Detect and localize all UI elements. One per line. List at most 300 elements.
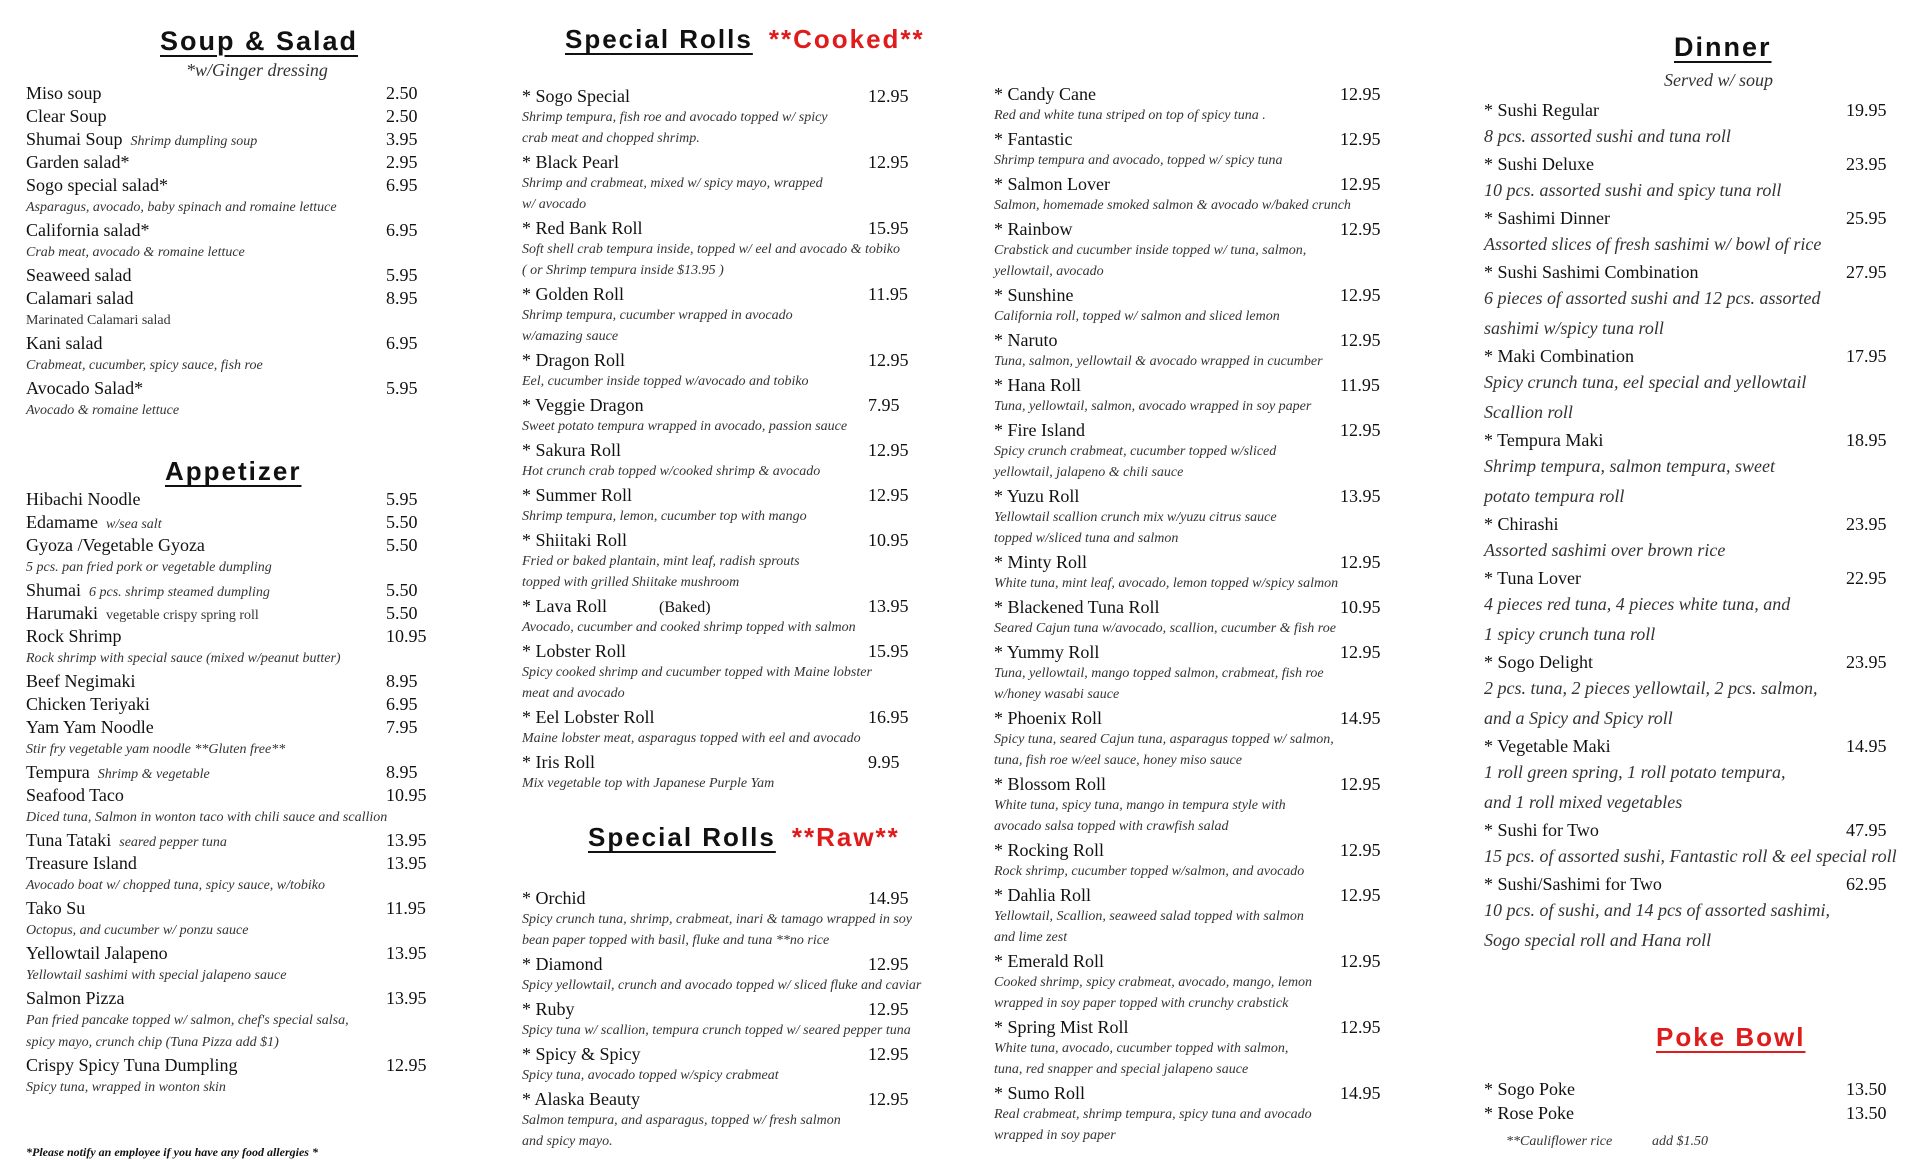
item-name: * Rose Poke bbox=[1484, 1103, 1574, 1123]
menu-item bbox=[994, 1016, 1434, 1080]
menu-item-row bbox=[26, 897, 436, 920]
item-description: Asparagus, avocado, baby spinach and romaine lettuce bbox=[26, 200, 337, 215]
dinner-heading: Dinner bbox=[1674, 32, 1772, 62]
item-price: 12.95 bbox=[1340, 1017, 1381, 1037]
menu-item-row bbox=[522, 706, 972, 728]
item-price: 8.95 bbox=[386, 762, 418, 782]
menu-item bbox=[522, 529, 972, 593]
item-description: w/ avocado bbox=[522, 197, 587, 212]
item-description: Scallion roll bbox=[1484, 402, 1573, 422]
item-price: 23.95 bbox=[1846, 652, 1887, 672]
item-price: 9.95 bbox=[868, 752, 900, 772]
item-name: * Sogo Poke bbox=[1484, 1079, 1576, 1099]
item-inline-desc: w/sea salt bbox=[105, 517, 162, 532]
menu-item bbox=[26, 82, 436, 105]
item-name: * Spicy & Spicy bbox=[522, 1044, 641, 1064]
item-description: 6 pieces of assorted sushi and 12 pcs. assorted bbox=[1484, 288, 1821, 308]
item-name: * Sunshine bbox=[994, 285, 1074, 305]
item-name: * Dragon Roll bbox=[522, 350, 625, 370]
item-price: 7.95 bbox=[386, 717, 418, 737]
item-name: * Fantastic bbox=[994, 129, 1073, 149]
menu-item-row bbox=[994, 284, 1434, 306]
item-price: 5.95 bbox=[386, 489, 418, 509]
item-description: Tuna, salmon, yellowtail & avocado wrapped in cucumber bbox=[994, 354, 1323, 369]
menu-item-row bbox=[26, 151, 436, 174]
item-description: Avocado & romaine lettuce bbox=[26, 403, 180, 418]
menu-item bbox=[994, 419, 1434, 483]
menu-item-row bbox=[994, 641, 1434, 663]
item-price: 10.95 bbox=[1340, 597, 1381, 617]
item-price: 12.95 bbox=[868, 1044, 909, 1064]
menu-item-row bbox=[522, 887, 972, 909]
menu-item-row bbox=[26, 287, 436, 310]
item-name: * Fire Island bbox=[994, 420, 1085, 440]
item-description: and a Spicy and Spicy roll bbox=[1484, 708, 1673, 728]
item-name: Treasure Island bbox=[26, 853, 137, 873]
menu-item-row bbox=[1484, 512, 1920, 536]
item-name: * Shiitaki Roll bbox=[522, 530, 628, 550]
menu-item bbox=[522, 394, 972, 437]
item-name: Miso soup bbox=[26, 83, 102, 103]
menu-item bbox=[522, 439, 972, 482]
item-name: * Golden Roll bbox=[522, 284, 624, 304]
menu-item-row bbox=[26, 1054, 436, 1077]
menu-item bbox=[522, 151, 972, 215]
menu-item-row bbox=[1484, 734, 1920, 758]
menu-item bbox=[994, 485, 1434, 549]
dinner-list bbox=[1484, 98, 1920, 956]
item-name: * Vegetable Maki bbox=[1484, 736, 1611, 756]
item-name: * Blackened Tuna Roll bbox=[994, 597, 1160, 617]
item-price: 11.95 bbox=[386, 898, 426, 918]
item-name: Tempura bbox=[26, 762, 90, 782]
menu-item-row bbox=[522, 349, 972, 371]
menu-item-row bbox=[994, 773, 1434, 795]
item-price: 5.95 bbox=[386, 378, 418, 398]
menu-item bbox=[1484, 1101, 1920, 1125]
menu-item bbox=[1484, 1077, 1920, 1101]
item-description: Avocado boat w/ chopped tuna, spicy sauce, w/tobiko bbox=[26, 878, 326, 893]
menu-item-row bbox=[26, 264, 436, 287]
appetizer-heading: Appetizer bbox=[165, 456, 302, 486]
item-name: * Sashimi Dinner bbox=[1484, 208, 1610, 228]
menu-item bbox=[994, 884, 1434, 948]
menu-item bbox=[1484, 872, 1920, 955]
poke-list bbox=[1484, 1077, 1920, 1125]
item-price: 12.95 bbox=[868, 485, 909, 505]
item-description: crab meat and chopped shrimp. bbox=[522, 131, 700, 146]
item-description: Spicy yellowtail, crunch and avocado topped w/ sliced fluke and caviar bbox=[522, 978, 922, 993]
item-name: * Ruby bbox=[522, 999, 575, 1019]
item-price: 12.95 bbox=[386, 1055, 427, 1075]
item-description: Avocado, cucumber and cooked shrimp topped with salmon bbox=[522, 620, 856, 635]
item-name: Rock Shrimp bbox=[26, 626, 122, 646]
item-name: * Lobster Roll bbox=[522, 641, 626, 661]
item-description: Cooked shrimp, spicy crabmeat, avocado, mango, lemon bbox=[994, 975, 1313, 990]
menu-item bbox=[522, 887, 972, 951]
menu-item-row bbox=[1484, 428, 1920, 452]
item-name: Yam Yam Noodle bbox=[26, 717, 154, 737]
item-description: topped w/sliced tuna and salmon bbox=[994, 531, 1179, 546]
menu-item bbox=[522, 283, 972, 347]
menu-item bbox=[994, 773, 1434, 837]
menu-item-row bbox=[994, 218, 1434, 240]
item-description: w/amazing sauce bbox=[522, 329, 619, 344]
menu-item-row bbox=[1484, 566, 1920, 590]
item-description: Spicy tuna, seared Cajun tuna, asparagus topped w/ salmon, bbox=[994, 732, 1334, 747]
item-description: topped with grilled Shiitake mushroom bbox=[522, 575, 740, 590]
item-description: and 1 roll mixed vegetables bbox=[1484, 792, 1683, 812]
item-price: 10.95 bbox=[386, 626, 427, 646]
item-description: 8 pcs. assorted sushi and tuna roll bbox=[1484, 126, 1731, 146]
item-name: * Yummy Roll bbox=[994, 642, 1100, 662]
item-description: Spicy cooked shrimp and cucumber topped with Maine lobster bbox=[522, 665, 872, 680]
menu-item-row bbox=[26, 82, 436, 105]
menu-item-row bbox=[26, 987, 436, 1010]
menu-item bbox=[994, 551, 1434, 594]
item-price: 12.95 bbox=[1340, 285, 1381, 305]
item-price: 12.95 bbox=[868, 86, 909, 106]
item-name: * Minty Roll bbox=[994, 552, 1088, 572]
menu-item bbox=[522, 998, 972, 1041]
item-name: * Alaska Beauty bbox=[522, 1089, 640, 1109]
item-description: Hot crunch crab topped w/cooked shrimp & avocado bbox=[522, 464, 821, 479]
item-name: * Sakura Roll bbox=[522, 440, 621, 460]
item-price: 15.95 bbox=[868, 641, 909, 661]
menu-item-row bbox=[1484, 1101, 1920, 1125]
menu-item bbox=[26, 534, 436, 579]
soup-salad-heading: Soup & Salad bbox=[160, 26, 359, 56]
menu-item bbox=[994, 707, 1434, 771]
item-price: 12.95 bbox=[1340, 219, 1381, 239]
item-description: ( or Shrimp tempura inside $13.95 ) bbox=[522, 263, 724, 278]
menu-item-row bbox=[522, 283, 972, 305]
soup-salad-note: *w/Ginger dressing bbox=[186, 60, 328, 80]
item-name: * Eel Lobster Roll bbox=[522, 707, 655, 727]
item-name: Crispy Spicy Tuna Dumpling bbox=[26, 1055, 238, 1075]
soup-salad-list bbox=[26, 82, 436, 422]
item-extra: (Baked) bbox=[658, 599, 711, 616]
special-raw-heading: Special Rolls **Raw** bbox=[588, 822, 900, 852]
item-description: 10 pcs. of sushi, and 14 pcs of assorted sashimi, bbox=[1484, 900, 1831, 920]
menu-item-row bbox=[994, 551, 1434, 573]
item-name: Gyoza /Vegetable Gyoza bbox=[26, 535, 205, 555]
item-description: California roll, topped w/ salmon and sliced lemon bbox=[994, 309, 1280, 324]
item-description: White tuna, avocado, cucumber topped with salmon, bbox=[994, 1041, 1289, 1056]
item-description: yellowtail, avocado bbox=[994, 264, 1104, 279]
menu-item bbox=[26, 761, 436, 784]
menu-item-row bbox=[26, 377, 436, 400]
menu-item-row bbox=[26, 852, 436, 875]
item-name: * Tuna Lover bbox=[1484, 568, 1582, 588]
item-name: Calamari salad bbox=[26, 288, 134, 308]
item-description: potato tempura roll bbox=[1484, 486, 1625, 506]
item-name: California salad* bbox=[26, 220, 150, 240]
item-description: Spicy tuna, wrapped in wonton skin bbox=[26, 1080, 226, 1095]
item-description: Real crabmeat, shrimp tempura, spicy tuna and avocado bbox=[994, 1107, 1312, 1122]
raw-tag: **Raw** bbox=[791, 822, 900, 852]
item-name: * Sushi Sashimi Combination bbox=[1484, 262, 1699, 282]
item-price: 14.95 bbox=[1340, 1083, 1381, 1103]
item-name: * Spring Mist Roll bbox=[994, 1017, 1129, 1037]
item-price: 8.95 bbox=[386, 288, 418, 308]
menu-item-row bbox=[1484, 152, 1920, 176]
item-name: Hibachi Noodle bbox=[26, 489, 141, 509]
item-inline-desc: vegetable crispy spring roll bbox=[105, 608, 259, 623]
item-description: Yellowtail, Scallion, seaweed salad topped with salmon bbox=[994, 909, 1304, 924]
menu-item bbox=[1484, 734, 1920, 817]
item-description: Pan fried pancake topped w/ salmon, chef's special salsa, bbox=[26, 1013, 349, 1028]
item-price: 12.95 bbox=[1340, 885, 1381, 905]
item-price: 5.50 bbox=[386, 603, 418, 623]
item-description: Crab meat, avocado & romaine lettuce bbox=[26, 245, 245, 260]
item-description: 15 pcs. of assorted sushi, Fantastic roll & eel special roll bbox=[1484, 846, 1897, 866]
item-description: and spicy mayo. bbox=[522, 1134, 613, 1149]
menu-item-row bbox=[26, 784, 436, 807]
menu-item-row bbox=[994, 950, 1434, 972]
menu-item bbox=[26, 105, 436, 128]
item-name: * Sushi for Two bbox=[1484, 820, 1599, 840]
appetizer-list bbox=[26, 488, 436, 1099]
item-description: bean paper topped with basil, fluke and tuna **no rice bbox=[522, 933, 830, 948]
menu-item-row bbox=[1484, 872, 1920, 896]
item-description: Rock shrimp with special sauce (mixed w/peanut butter) bbox=[26, 651, 341, 666]
item-price: 12.95 bbox=[1340, 420, 1381, 440]
item-price: 23.95 bbox=[1846, 514, 1887, 534]
item-price: 16.95 bbox=[868, 707, 909, 727]
menu-item bbox=[522, 953, 972, 996]
item-price: 13.95 bbox=[386, 943, 427, 963]
item-price: 6.95 bbox=[386, 694, 418, 714]
menu-item bbox=[1484, 260, 1920, 343]
menu-item-row bbox=[994, 839, 1434, 861]
menu-item bbox=[522, 595, 972, 638]
menu-item bbox=[1484, 566, 1920, 649]
item-name: Tuna Tataki bbox=[26, 830, 112, 850]
item-name: * Maki Combination bbox=[1484, 346, 1634, 366]
menu-item bbox=[26, 942, 436, 987]
menu-item bbox=[26, 174, 436, 219]
special-raw-list bbox=[522, 887, 972, 1154]
menu-item-row bbox=[1484, 1077, 1920, 1101]
item-description: meat and avocado bbox=[522, 686, 625, 701]
item-description: Shrimp tempura, cucumber wrapped in avocado bbox=[522, 308, 793, 323]
item-name: * Yuzu Roll bbox=[994, 486, 1080, 506]
menu-item-row bbox=[522, 484, 972, 506]
item-description: sashimi w/spicy tuna roll bbox=[1484, 318, 1664, 338]
item-description: Spicy tuna w/ scallion, tempura crunch topped w/ seared pepper tuna bbox=[522, 1023, 911, 1038]
item-description: White tuna, spicy tuna, mango in tempura style with bbox=[994, 798, 1286, 813]
menu-item bbox=[26, 625, 436, 670]
item-price: 12.95 bbox=[868, 1089, 909, 1109]
item-price: 12.95 bbox=[868, 440, 909, 460]
menu-item bbox=[26, 579, 436, 602]
item-price: 12.95 bbox=[868, 999, 909, 1019]
menu-item-row bbox=[26, 761, 436, 784]
item-description: tuna, fish roe w/eel sauce, honey miso sauce bbox=[994, 753, 1242, 768]
item-name: * Sumo Roll bbox=[994, 1083, 1086, 1103]
item-name: Seafood Taco bbox=[26, 785, 124, 805]
menu-item bbox=[994, 218, 1434, 282]
menu-item-row bbox=[522, 151, 972, 173]
allergy-footnote: *Please notify an employee if you have any food allergies * bbox=[26, 1145, 318, 1159]
poke-note-price: add $1.50 bbox=[1652, 1134, 1708, 1149]
item-name: * Rocking Roll bbox=[994, 840, 1105, 860]
menu-item bbox=[1484, 344, 1920, 427]
item-price: 7.95 bbox=[868, 395, 900, 415]
item-description: Tuna, yellowtail, mango topped salmon, crabmeat, fish roe bbox=[994, 666, 1324, 681]
item-description: Soft shell crab tempura inside, topped w/ eel and avocado & tobiko bbox=[522, 242, 900, 257]
item-description: 1 spicy crunch tuna roll bbox=[1484, 624, 1656, 644]
item-description: Octopus, and cucumber w/ ponzu sauce bbox=[26, 923, 249, 938]
menu-item bbox=[994, 950, 1434, 1014]
menu-item bbox=[1484, 818, 1920, 871]
item-price: 12.95 bbox=[1340, 330, 1381, 350]
item-name: * Phoenix Roll bbox=[994, 708, 1103, 728]
item-description: Marinated Calamari salad bbox=[26, 313, 171, 328]
item-price: 13.95 bbox=[386, 830, 427, 850]
item-name: Yellowtail Jalapeno bbox=[26, 943, 168, 963]
menu-item bbox=[1484, 650, 1920, 733]
menu-item bbox=[522, 349, 972, 392]
poke-note-cauliflower: **Cauliflower rice bbox=[1506, 1134, 1613, 1149]
menu-item-row bbox=[26, 693, 436, 716]
menu-item bbox=[26, 151, 436, 174]
item-price: 13.95 bbox=[868, 596, 909, 616]
item-price: 14.95 bbox=[1340, 708, 1381, 728]
menu-item-row bbox=[522, 595, 972, 617]
menu-item-row bbox=[26, 829, 436, 852]
item-description: Yellowtail sashimi with special jalapeno sauce bbox=[26, 968, 287, 983]
menu-item-row bbox=[26, 105, 436, 128]
item-description: avocado salsa topped with crawfish salad bbox=[994, 819, 1229, 834]
item-description: Salmon, homemade smoked salmon & avocado w/baked crunch bbox=[994, 198, 1351, 213]
menu-item-row bbox=[26, 511, 436, 534]
menu-item bbox=[26, 670, 436, 693]
item-price: 13.95 bbox=[386, 853, 427, 873]
item-name: Avocado Salad* bbox=[26, 378, 144, 398]
menu-item-row bbox=[1484, 260, 1920, 284]
item-name: Shumai bbox=[26, 580, 82, 600]
menu-item bbox=[994, 83, 1434, 126]
item-description: w/honey wasabi sauce bbox=[994, 687, 1120, 702]
menu-item-row bbox=[994, 596, 1434, 618]
item-price: 3.95 bbox=[386, 129, 418, 149]
menu-item bbox=[994, 596, 1434, 639]
item-description: Sogo special roll and Hana roll bbox=[1484, 930, 1712, 950]
item-description: Stir fry vegetable yam noodle **Gluten free** bbox=[26, 742, 286, 757]
item-name: Sogo special salad* bbox=[26, 175, 168, 195]
item-description: Yellowtail scallion crunch mix w/yuzu citrus sauce bbox=[994, 510, 1277, 525]
item-name: Garden salad* bbox=[26, 152, 130, 172]
item-price: 13.50 bbox=[1846, 1103, 1887, 1123]
item-name: * Red Bank Roll bbox=[522, 218, 643, 238]
item-description: Shrimp tempura, salmon tempura, sweet bbox=[1484, 456, 1775, 476]
menu-item-row bbox=[522, 529, 972, 551]
menu-item-row bbox=[994, 329, 1434, 351]
menu-item bbox=[1484, 512, 1920, 565]
menu-item-row bbox=[26, 488, 436, 511]
item-description: Fried or baked plantain, mint leaf, radish sprouts bbox=[522, 554, 800, 569]
item-description: Shrimp tempura, lemon, cucumber top with mango bbox=[522, 509, 807, 524]
item-price: 11.95 bbox=[868, 284, 908, 304]
menu-item bbox=[994, 329, 1434, 372]
item-name: * Sushi/Sashimi for Two bbox=[1484, 874, 1662, 894]
item-name: Edamame bbox=[26, 512, 98, 532]
menu-item bbox=[26, 488, 436, 511]
menu-item-row bbox=[26, 219, 436, 242]
item-description: Rock shrimp, cucumber topped w/salmon, and avocado bbox=[994, 864, 1305, 879]
menu-item-row bbox=[26, 332, 436, 355]
item-name: * Tempura Maki bbox=[1484, 430, 1604, 450]
item-name: * Salmon Lover bbox=[994, 174, 1110, 194]
item-price: 22.95 bbox=[1846, 568, 1887, 588]
menu-item-row bbox=[522, 1043, 972, 1065]
item-description: Crabstick and cucumber inside topped w/ tuna, salmon, bbox=[994, 243, 1307, 258]
item-price: 25.95 bbox=[1846, 208, 1887, 228]
item-description: spicy mayo, crunch chip (Tuna Pizza add $1) bbox=[26, 1035, 279, 1050]
item-price: 15.95 bbox=[868, 218, 909, 238]
menu-item-row bbox=[26, 534, 436, 557]
item-name: Beef Negimaki bbox=[26, 671, 136, 691]
menu-item bbox=[26, 219, 436, 264]
item-description: Spicy crunch tuna, shrimp, crabmeat, inari & tamago wrapped in soy bbox=[522, 912, 913, 927]
item-price: 12.95 bbox=[1340, 129, 1381, 149]
menu-item bbox=[26, 987, 436, 1054]
menu-item bbox=[26, 897, 436, 942]
item-price: 5.50 bbox=[386, 535, 418, 555]
item-name: Clear Soup bbox=[26, 106, 107, 126]
item-description: wrapped in soy paper topped with crunchy crabstick bbox=[994, 996, 1289, 1011]
menu-item-row bbox=[1484, 98, 1920, 122]
item-name: * Candy Cane bbox=[994, 84, 1096, 104]
item-price: 2.50 bbox=[386, 83, 418, 103]
menu-item-row bbox=[994, 707, 1434, 729]
menu-item bbox=[1484, 206, 1920, 259]
item-price: 6.95 bbox=[386, 333, 418, 353]
menu-item bbox=[26, 716, 436, 761]
item-description: Eel, cucumber inside topped w/avocado and tobiko bbox=[522, 374, 809, 389]
item-name: Shumai Soup bbox=[26, 129, 123, 149]
item-price: 12.95 bbox=[868, 954, 909, 974]
item-name: * Veggie Dragon bbox=[522, 395, 644, 415]
item-price: 14.95 bbox=[1846, 736, 1887, 756]
menu-item-row bbox=[1484, 344, 1920, 368]
menu-item bbox=[26, 1054, 436, 1099]
menu-item bbox=[522, 706, 972, 749]
menu-item-row bbox=[994, 1082, 1434, 1104]
item-name: * Sushi Deluxe bbox=[1484, 154, 1594, 174]
special-cooked-heading: Special Rolls **Cooked** bbox=[565, 24, 925, 54]
menu-item bbox=[522, 217, 972, 281]
item-description: 1 roll green spring, 1 roll potato tempura, bbox=[1484, 762, 1786, 782]
item-inline-desc: 6 pcs. shrimp steamed dumpling bbox=[89, 585, 270, 600]
menu-item bbox=[994, 1082, 1434, 1146]
menu-item-row bbox=[994, 173, 1434, 195]
menu-item-row bbox=[1484, 206, 1920, 230]
item-name: * Sogo Delight bbox=[1484, 652, 1594, 672]
item-description: Salmon tempura, and asparagus, topped w/ fresh salmon bbox=[522, 1113, 841, 1128]
item-name: * Lava Roll bbox=[522, 596, 607, 616]
item-price: 12.95 bbox=[1340, 774, 1381, 794]
menu-item bbox=[522, 484, 972, 527]
item-description: yellowtail, jalapeno & chili sauce bbox=[994, 465, 1184, 480]
menu-item bbox=[994, 641, 1434, 705]
item-description: Tuna, yellowtail, salmon, avocado wrapped in soy paper bbox=[994, 399, 1312, 414]
item-description: Crabmeat, cucumber, spicy sauce, fish roe bbox=[26, 358, 263, 373]
item-description: White tuna, mint leaf, avocado, lemon topped w/spicy salmon bbox=[994, 576, 1339, 591]
item-name: Salmon Pizza bbox=[26, 988, 125, 1008]
